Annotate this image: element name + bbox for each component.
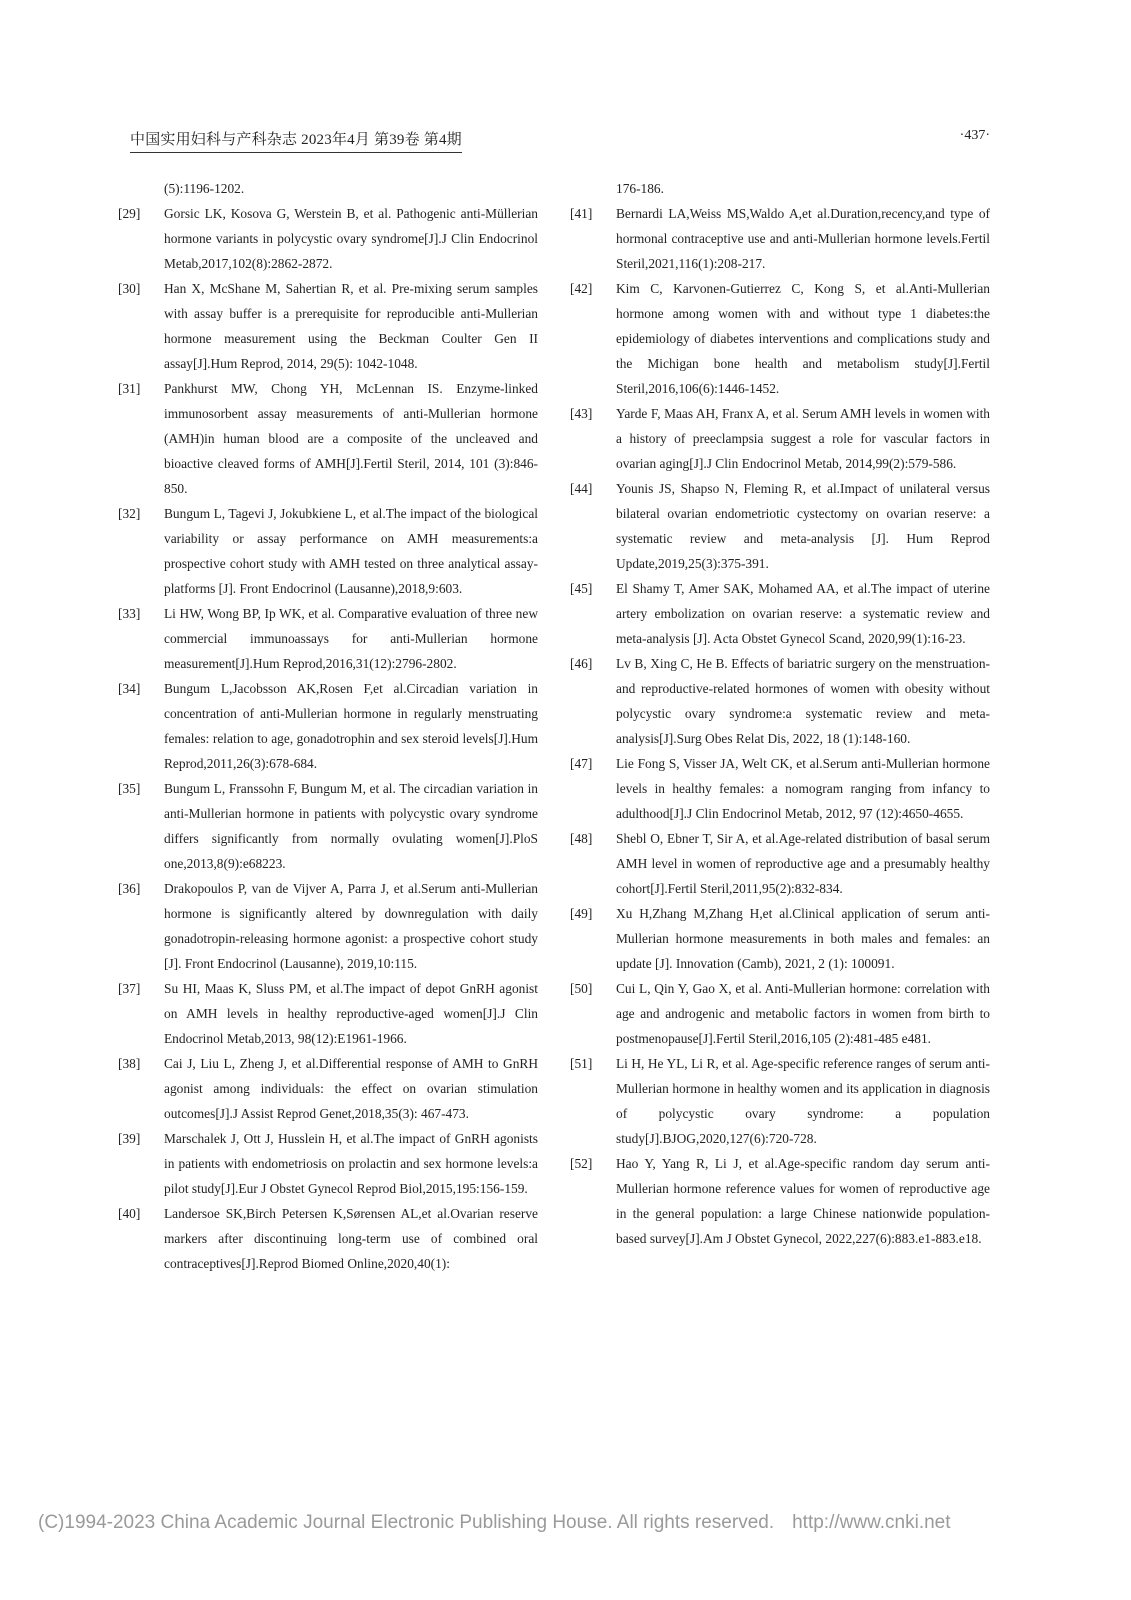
reference-item	[570, 276, 990, 401]
reference-text: Marschalek J, Ott J, Husslein H, et al.The impact of GnRH agonists in patients with endometriosis on prolactin and sex hormone levels:a pilot study[J].Eur J Obstet Gynecol Reprod Biol,2015,195:156-159.	[164, 1131, 538, 1196]
reference-item	[570, 751, 990, 826]
reference-number: [42]	[570, 281, 593, 296]
reference-text: Cui L, Qin Y, Gao X, et al. Anti-Mullerian hormone: correlation with age and androgenic and metabolic factors in women from birth to postmenopause[J].Fertil Steril,2016,105 (2):481-485 e481.	[616, 981, 990, 1046]
reference-text: Shebl O, Ebner T, Sir A, et al.Age-related distribution of basal serum AMH level in women of reproductive age and a presumably healthy cohort[J].Fertil Steril,2011,95(2):832-834.	[616, 831, 990, 896]
reference-item	[570, 826, 990, 901]
reference-item	[118, 976, 538, 1051]
reference-number: [48]	[570, 831, 593, 846]
reference-number: [51]	[570, 1056, 593, 1071]
reference-text: Bernardi LA,Weiss MS,Waldo A,et al.Duration,recency,and type of hormonal contraceptive use and anti-Mullerian hormone levels.Fertil Steril,2021,116(1):208-217.	[616, 206, 990, 271]
reference-number: [38]	[118, 1056, 141, 1071]
reference-text: Lv B, Xing C, He B. Effects of bariatric surgery on the menstruation- and reproductive-related hormones of women with obesity without polycystic ovary syndrome:a systematic review and meta-analysis[J].Surg Obes Relat Dis, 2022, 18 (1):148-160.	[616, 656, 990, 746]
reference-text: Su HI, Maas K, Sluss PM, et al.The impact of depot GnRH agonist on AMH levels in healthy reproductive-aged women[J].J Clin Endocrinol Metab,2013, 98(12):E1961-1966.	[164, 981, 538, 1046]
reference-text: Yarde F, Maas AH, Franx A, et al. Serum AMH levels in women with a history of preeclampsia suggest a role for vascular factors in ovarian aging[J].J Clin Endocrinol Metab, 2014,99(2):579-586.	[616, 406, 990, 471]
reference-number: [33]	[118, 606, 141, 621]
reference-text: Han X, McShane M, Sahertian R, et al. Pre-mixing serum samples with assay buffer is a prerequisite for reproducible anti-Mullerian hormone measurement using the Beckman Coulter Gen II assay[J].Hum Reprod, 2014, 29(5): 1042-1048.	[164, 281, 538, 371]
reference-text: Bungum L, Franssohn F, Bungum M, et al. The circadian variation in anti-Mullerian hormone in patients with polycystic ovary syndrome differs significantly from normally ovulating women[J].PloS one,2013,8(9):e68223.	[164, 781, 538, 871]
reference-text: Xu H,Zhang M,Zhang H,et al.Clinical application of serum anti-Mullerian hormone measurements in both males and females: an update [J]. Innovation (Camb), 2021, 2 (1): 100091.	[616, 906, 990, 971]
reference-list	[570, 201, 990, 1251]
reference-continuation: 176-186.	[616, 181, 664, 196]
reference-number: [37]	[118, 981, 141, 996]
reference-number: [41]	[570, 206, 593, 221]
reference-number: [43]	[570, 406, 593, 421]
reference-item	[118, 1051, 538, 1126]
reference-number: [29]	[118, 206, 141, 221]
copyright-text: (C)1994-2023 China Academic Journal Electronic Publishing House. All rights reserved.	[38, 1512, 775, 1533]
reference-item	[118, 676, 538, 776]
reference-number: [34]	[118, 681, 141, 696]
reference-item	[570, 1151, 990, 1251]
reference-item	[118, 1126, 538, 1201]
reference-item	[118, 1201, 538, 1276]
reference-number: [32]	[118, 506, 141, 521]
reference-text: Hao Y, Yang R, Li J, et al.Age-specific random day serum anti-Mullerian hormone reference values for women of reproductive age in the general population: a large Chinese nationwide population-based survey[J].Am J Obstet Gynecol, 2022,227(6):883.e1-883.e18.	[616, 1156, 990, 1246]
right-column	[570, 176, 990, 1251]
reference-number: [36]	[118, 881, 141, 896]
copyright-footer	[38, 1512, 951, 1534]
reference-number: [52]	[570, 1156, 593, 1171]
reference-item	[570, 576, 990, 651]
reference-text: Younis JS, Shapso N, Fleming R, et al.Impact of unilateral versus bilateral ovarian endometriotic cystectomy on ovarian reserve: a systematic review and meta-analysis [J]. Hum Reprod Update,2019,25(3):375-391.	[616, 481, 990, 571]
reference-number: [44]	[570, 481, 593, 496]
reference-item	[570, 401, 990, 476]
reference-item	[570, 1051, 990, 1151]
left-column	[118, 176, 538, 1276]
reference-item	[118, 776, 538, 876]
reference-item	[118, 601, 538, 676]
running-header	[130, 128, 990, 152]
reference-text: Bungum L,Jacobsson AK,Rosen F,et al.Circadian variation in concentration of anti-Mullerian hormone in regularly menstruating females: relation to age, gonadotrophin and sex steroid levels[J].Hum Reprod,2011,26(3):678-684.	[164, 681, 538, 771]
reference-item	[118, 276, 538, 376]
reference-number: [39]	[118, 1131, 141, 1146]
reference-continuation: (5):1196-1202.	[164, 181, 245, 196]
reference-item	[570, 976, 990, 1051]
reference-item	[118, 201, 538, 276]
journal-title: 中国实用妇科与产科杂志 2023年4月 第39卷 第4期	[130, 128, 462, 153]
reference-number: [35]	[118, 781, 141, 796]
reference-item	[570, 901, 990, 976]
reference-text: Bungum L, Tagevi J, Jokubkiene L, et al.The impact of the biological variability or assay performance on AMH measurements:a prospective cohort study with AMH tested on three analytical assay-platforms [J]. Front Endocrinol (Lausanne),2018,9:603.	[164, 506, 538, 596]
reference-number: [46]	[570, 656, 593, 671]
reference-number: [50]	[570, 981, 593, 996]
reference-item	[118, 376, 538, 501]
reference-number: [47]	[570, 756, 593, 771]
reference-item	[570, 201, 990, 276]
footer-url-link[interactable]: http://www.cnki.net	[792, 1512, 951, 1533]
reference-number: [30]	[118, 281, 141, 296]
reference-text: Kim C, Karvonen-Gutierrez C, Kong S, et al.Anti-Mullerian hormone among women with and without type 1 diabetes:the epidemiology of diabetes interventions and complications study and the Michigan bone health and metabolism study[J].Fertil Steril,2016,106(6):1446-1452.	[616, 281, 990, 396]
reference-number: [31]	[118, 381, 141, 396]
reference-item	[570, 651, 990, 751]
reference-item	[118, 876, 538, 976]
reference-list	[118, 201, 538, 1276]
reference-item	[570, 476, 990, 576]
reference-text: Pankhurst MW, Chong YH, McLennan IS. Enzyme-linked immunosorbent assay measurements of anti-Mullerian hormone (AMH)in human blood are a composite of the uncleaved and bioactive cleaved forms of AMH[J].Fertil Steril, 2014, 101 (3):846-850.	[164, 381, 538, 496]
reference-text: Landersoe SK,Birch Petersen K,Sørensen AL,et al.Ovarian reserve markers after discontinuing long-term use of combined oral contraceptives[J].Reprod Biomed Online,2020,40(1):	[164, 1206, 538, 1271]
reference-number: [49]	[570, 906, 593, 921]
reference-text: Li H, He YL, Li R, et al. Age-specific reference ranges of serum anti-Mullerian hormone in healthy women and its application in diagnosis of polycystic ovary syndrome: a population study[J].BJOG,2020,127(6):720-728.	[616, 1056, 990, 1146]
reference-number: [40]	[118, 1206, 141, 1221]
page-number: ·437·	[959, 128, 990, 143]
reference-text: Li HW, Wong BP, Ip WK, et al. Comparative evaluation of three new commercial immunoassays for anti-Mullerian hormone measurement[J].Hum Reprod,2016,31(12):2796-2802.	[164, 606, 538, 671]
reference-text: Cai J, Liu L, Zheng J, et al.Differential response of AMH to GnRH agonist among individuals: the effect on ovarian stimulation outcomes[J].J Assist Reprod Genet,2018,35(3): 467-473.	[164, 1056, 538, 1121]
reference-item	[118, 501, 538, 601]
reference-text: Lie Fong S, Visser JA, Welt CK, et al.Serum anti-Mullerian hormone levels in healthy females: a nomogram ranging from infancy to adulthood[J].J Clin Endocrinol Metab, 2012, 97 (12):4650-4655.	[616, 756, 990, 821]
reference-number: [45]	[570, 581, 593, 596]
reference-text: El Shamy T, Amer SAK, Mohamed AA, et al.The impact of uterine artery embolization on ovarian reserve: a systematic review and meta-analysis [J]. Acta Obstet Gynecol Scand, 2020,99(1):16-23.	[616, 581, 990, 646]
reference-text: Gorsic LK, Kosova G, Werstein B, et al. Pathogenic anti-Müllerian hormone variants in polycystic ovary syndrome[J].J Clin Endocrinol Metab,2017,102(8):2862-2872.	[164, 206, 538, 271]
reference-text: Drakopoulos P, van de Vijver A, Parra J, et al.Serum anti-Mullerian hormone is significantly altered by downregulation with daily gonadotropin-releasing hormone agonist: a prospective cohort study [J]. Front Endocrinol (Lausanne), 2019,10:115.	[164, 881, 538, 971]
